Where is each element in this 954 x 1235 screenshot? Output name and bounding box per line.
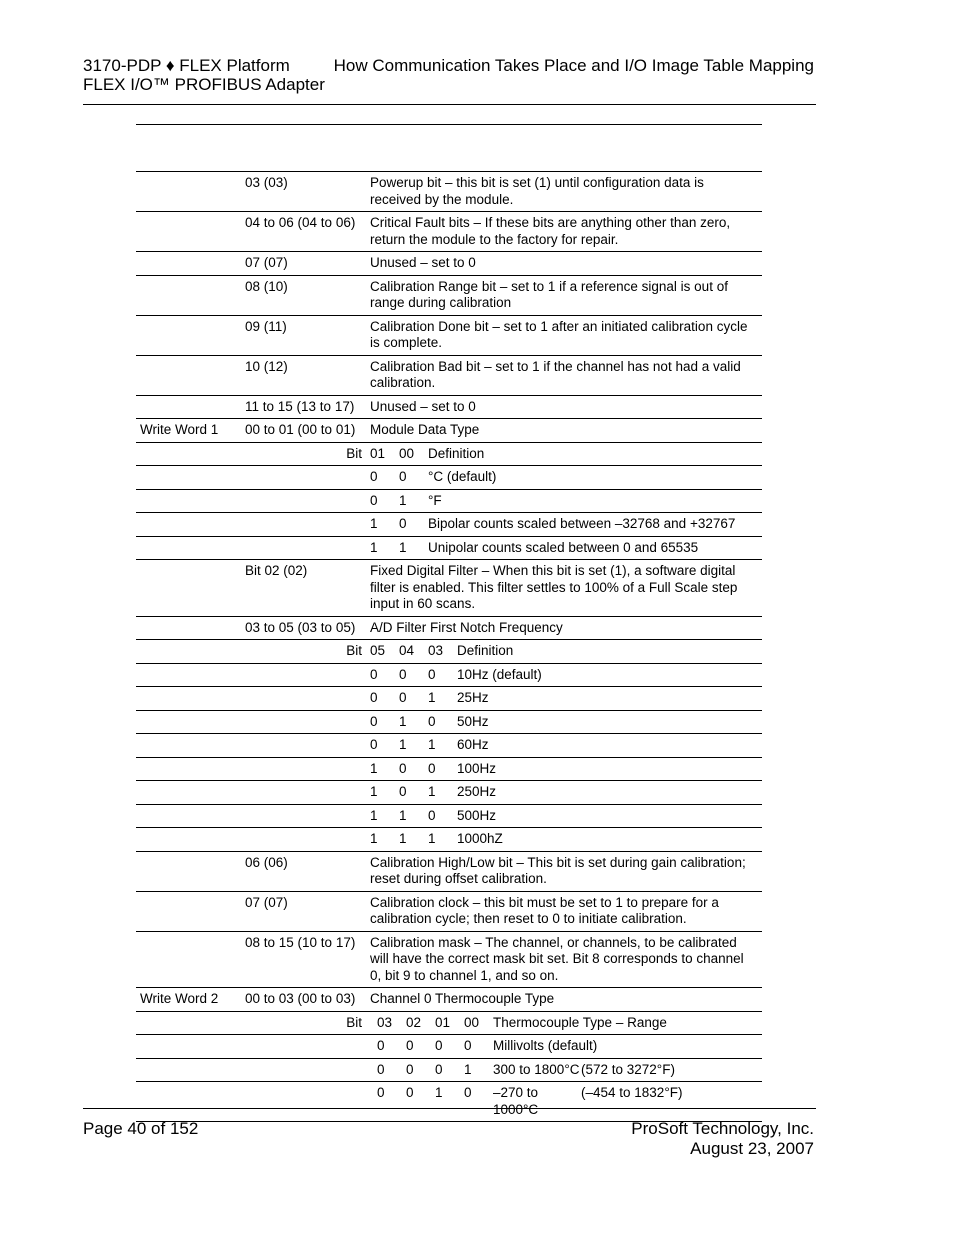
header-divider [83,104,816,105]
description-cell: Unused – set to 0 [370,255,476,270]
table-row: 1 1 Unipolar counts scaled between 0 and 65535 [136,536,762,560]
table-row [136,851,762,891]
table-row [136,419,762,443]
bit-label: Bit [346,445,362,461]
page-number: Page 40 of 152 [83,1119,199,1138]
document-date: August 23, 2007 [690,1139,814,1158]
table-row: 0 1 1 60Hz [136,734,762,758]
table-row: 0 0 1 25Hz [136,687,762,711]
table-row: 1 0 Bipolar counts scaled between –32768 and +32767 [136,513,762,537]
table-row: Bit 03 02 01 00 Thermocouple Type – Range [136,1011,762,1035]
image-table-mapping [136,171,762,1122]
bit-cell: 00 to 03 (00 to 03) [245,991,356,1006]
bit-cell: 08 to 15 (10 to 17) [245,934,356,950]
table-row [136,560,762,617]
bit-label: Bit [346,643,362,658]
description-cell: Calibration Range bit – set to 1 if a reference signal is out of range during calibration [370,278,728,310]
description-cell: A/D Filter First Notch Frequency [370,619,563,635]
table-row: 0 1 °F [136,489,762,513]
table-row: 0 0 °C (default) [136,466,762,490]
bit-cell: 00 to 01 (00 to 01) [245,422,356,437]
table-row [136,891,762,931]
description-cell: Module Data Type [370,422,480,437]
description-cell: Calibration mask – The channel, or channels, to be calibrated will have the correct mask bit set. Bit 8 corresponds to channel 0, bit 9 to channel 1, and so on. [370,934,744,983]
table-row: 1 0 1 250Hz [136,781,762,805]
bit-label: Bit [346,1014,362,1030]
table-row [136,252,762,276]
table-row: 0 0 0 1 300 to 1800°C (572 to 3272°F) [136,1058,762,1082]
header-left [83,56,325,94]
table-row [136,931,762,988]
table-top-divider [136,124,762,125]
header-section-title: How Communication Takes Place and I/O Image Table Mapping [333,56,814,75]
description-cell: Fixed Digital Filter – When this bit is set (1), a software digital filter is enabled. This filter settles to 100% of a Full Scale step input in 60 scans. [370,563,738,611]
bit-cell: 08 (10) [245,278,288,294]
table-row: 0 0 0 10Hz (default) [136,663,762,687]
description-cell: Unused – set to 0 [370,398,476,414]
table-row: Bit 05 04 03 Definition [136,640,762,664]
table-row [136,315,762,355]
description-cell: Channel 0 Thermocouple Type [370,991,555,1006]
header-subtitle: FLEX I/O™ PROFIBUS Adapter [83,75,325,94]
table-row [136,988,762,1012]
description-cell: Calibration clock – this bit must be set to 1 to prepare for a calibration cycle; then reset to 0 to initiate calibration. [370,894,719,926]
table-row: 0 1 0 50Hz [136,710,762,734]
header-product: 3170-PDP ♦ FLEX Platform [83,56,290,75]
table-row [136,212,762,252]
bit-cell: 10 (12) [245,358,288,374]
table-row [136,395,762,419]
table-row: 1 0 0 100Hz [136,757,762,781]
bit-cell: Bit 02 (02) [245,563,308,578]
word-cell: Write Word 1 [140,422,219,437]
bit-cell: 07 (07) [245,894,288,910]
word-cell: Write Word 2 [140,991,219,1006]
table-row: 1 1 1 1000hZ [136,828,762,852]
description-cell: Calibration High/Low bit – This bit is set during gain calibration; reset during offset calibration. [370,854,746,886]
table-row: 1 1 0 500Hz [136,804,762,828]
table-row [136,616,762,640]
table-row [136,172,762,212]
description-cell: Critical Fault bits – If these bits are anything other than zero, return the module to the factory for repair. [370,215,731,247]
bit-cell: 11 to 15 (13 to 17) [245,398,355,414]
table-row [136,275,762,315]
description-cell: Calibration Bad bit – set to 1 if the channel has not had a valid calibration. [370,358,741,390]
table-row [136,355,762,395]
bit-cell: 03 (03) [245,175,288,190]
footer-divider [83,1108,816,1109]
table-row: 0 0 0 0 Millivolts (default) [136,1035,762,1059]
bit-cell: 04 to 06 (04 to 06) [245,215,356,230]
description-cell: Calibration Done bit – set to 1 after an initiated calibration cycle is complete. [370,318,748,350]
company-name: ProSoft Technology, Inc. [631,1119,814,1138]
table-row: Bit 01 00 Definition [136,442,762,466]
bit-cell: 09 (11) [245,318,287,334]
bit-cell: 07 (07) [245,255,288,270]
footer-right [631,1119,814,1159]
bit-cell: 06 (06) [245,854,288,870]
bit-cell: 03 to 05 (03 to 05) [245,619,356,635]
table-row: 0 0 1 0 –270 to 1000°C (–454 to 1832°F) [136,1082,762,1122]
description-cell: Powerup bit – this bit is set (1) until configuration data is received by the module. [370,175,704,207]
